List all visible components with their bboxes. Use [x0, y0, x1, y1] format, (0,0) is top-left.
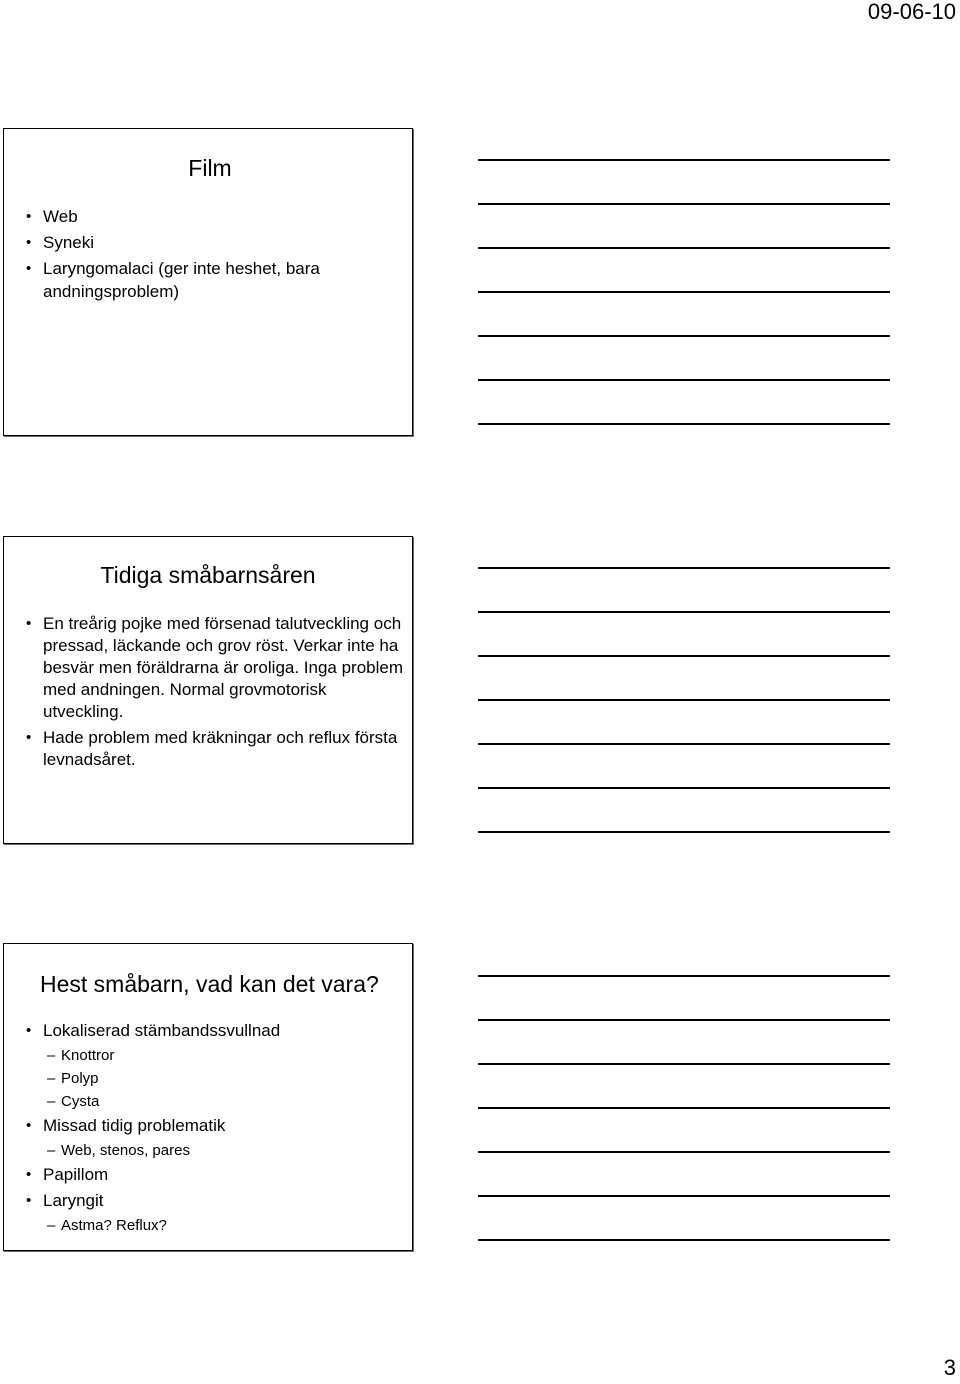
sub-bullet-item: – Web, stenos, pares	[4, 1141, 404, 1160]
note-line	[478, 975, 890, 977]
bullet-item: • Web	[4, 205, 404, 228]
bullet-item: • Lokaliserad stämbandssvullnad	[4, 1020, 404, 1042]
notes-lines-3	[478, 975, 890, 1283]
slide-1	[3, 128, 413, 436]
note-line	[478, 291, 890, 293]
bullet-item: • Syneki	[4, 231, 404, 254]
note-line	[478, 379, 890, 381]
slide-title: Film	[188, 155, 232, 181]
note-line	[478, 743, 890, 745]
page-number: 3	[943, 1355, 956, 1380]
note-line	[478, 423, 890, 425]
sub-bullet-item: – Cysta	[4, 1092, 404, 1111]
bullet-list	[4, 1020, 404, 1239]
bullet-item: • Laryngomalaci (ger inte heshet, bara andningsproblem)	[4, 257, 404, 303]
bullet-item: • Papillom	[4, 1164, 404, 1186]
note-line	[478, 335, 890, 337]
note-line	[478, 1195, 890, 1197]
note-line	[478, 1151, 890, 1153]
bullet-item: • Missad tidig problematik	[4, 1115, 404, 1137]
sub-bullet-item: – Polyp	[4, 1069, 404, 1088]
note-line	[478, 1107, 890, 1109]
note-line	[478, 1063, 890, 1065]
header-date: 09-06-10	[867, 0, 956, 24]
slide-2	[3, 536, 413, 844]
bullet-list	[4, 205, 404, 306]
bullet-item: • Hade problem med kräkningar och reflux första levnadsåret.	[4, 727, 404, 771]
note-line	[478, 567, 890, 569]
slide-3	[3, 943, 413, 1251]
note-line	[478, 611, 890, 613]
bullet-item: • Laryngit	[4, 1190, 404, 1212]
note-line	[478, 159, 890, 161]
slide-title: Hest småbarn, vad kan det vara?	[40, 971, 379, 997]
note-line	[478, 699, 890, 701]
note-line	[478, 1019, 890, 1021]
notes-lines-1	[478, 159, 890, 467]
slide-title: Tidiga småbarnsåren	[100, 562, 316, 588]
note-line	[478, 831, 890, 833]
note-line	[478, 247, 890, 249]
note-line	[478, 203, 890, 205]
note-line	[478, 655, 890, 657]
note-line	[478, 1239, 890, 1241]
notes-lines-2	[478, 567, 890, 875]
sub-bullet-item: – Astma? Reflux?	[4, 1216, 404, 1235]
bullet-list	[4, 613, 404, 775]
bullet-item: • En treårig pojke med försenad talutveckling och pressad, läckande och grov röst. Verkar inte ha besvär men föräldrarna är oroliga. Inga problem med andningen. Normal grovmotorisk utveckling.	[4, 613, 404, 723]
sub-bullet-item: – Knottror	[4, 1046, 404, 1065]
note-line	[478, 787, 890, 789]
